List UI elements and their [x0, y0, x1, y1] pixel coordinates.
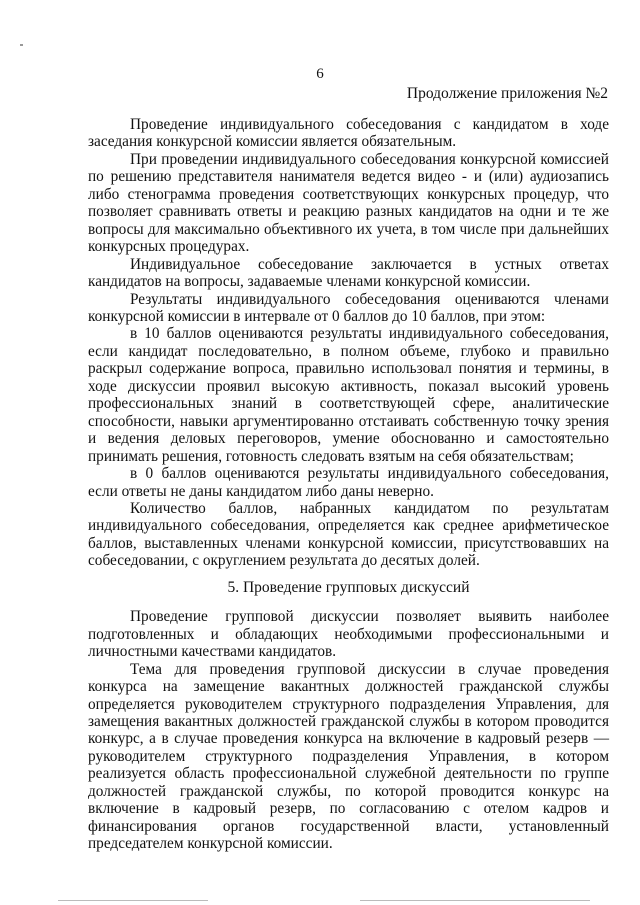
paragraph: Индивидуальное собеседование заключается в устных ответах кандидатов на вопросы, задаваемые членами конкурсной комиссии.	[88, 255, 609, 291]
section-heading: 5. Проведение групповых дискуссий	[227, 578, 470, 596]
paragraph: Результаты индивидуального собеседования оцениваются членами конкурсной комиссии в интервале от 0 баллов до 10 баллов, при этом:	[88, 290, 609, 325]
paragraph: Проведение индивидуального собеседования с кандидатом в ходе заседания конкурсной комиссии является обязательным.	[88, 116, 609, 151]
paragraph: в 10 баллов оцениваются результаты индивидуального собеседования, если кандидат последовательно, в полном объеме, глубоко и правильно раскрыл содержание вопроса, правильно использовал понятия и термины, в ходе дискуссии проявил высокую активность, показал высокий уровень профессиональных знаний в соответствующей сфере, аналитические способности, навыки аргументированно отстаивать собственную точку зрения и ведения деловых переговоров, умение обоснованно и самостоятельно принимать решения, готовность следовать взятым на себя обязательствам;	[88, 325, 609, 465]
appendix-label: Продолжение приложения №2	[406, 85, 608, 102]
paragraph: Количество баллов, набранных кандидатом по результатам индивидуального собеседования, определяется как среднее арифметическое баллов, выставленных членами конкурсной комиссии, присутствовавших на собеседовании, с округлением результата до десятых долей.	[88, 499, 609, 570]
scan-edge-line	[360, 900, 590, 901]
page-number: 6	[316, 66, 324, 82]
scan-edge-line	[58, 900, 208, 901]
paragraph: При проведении индивидуального собеседования конкурсной комиссией по решению представителя нанимателя ведется видео - и (или) аудиозапись либо стенограмма проведения соответствующих конкурсных процедур, что позволяет сравнивать ответы и реакцию разных кандидатов на одни и те же вопросы для максимально объективного их учета, в том числе при дальнейших конкурсных процедурах.	[88, 150, 609, 256]
paragraph: Проведение групповой дискуссии позволяет выявить наиболее подготовленных и обладающих необходимыми профессиональными и личностными качествами кандидатов.	[88, 608, 609, 661]
paragraph: Тема для проведения групповой дискуссии в случае проведения конкурса на замещение вакантных должностей гражданской службы определяется руководителем структурного подразделения Управления, для замещения вакантных должностей гражданской службы в котором проводится конкурс, а в случае проведения конкурса на включение в кадровый резерв — руководителем структурного подразделения Управления, в котором реализуется область профессиональной служебной деятельности по группе должностей гражданской службы, по которой проводится конкурс на включение в кадровый резерв, по согласованию с отелом кадров и финансирования органов государственной власти, установленный председателем конкурсной комиссии.	[88, 660, 609, 853]
scan-artifact	[20, 44, 23, 46]
document-body	[88, 116, 609, 853]
paragraph: в 0 баллов оцениваются результаты индивидуального собеседования, если ответы не даны кандидатом либо даны неверно.	[88, 465, 609, 500]
